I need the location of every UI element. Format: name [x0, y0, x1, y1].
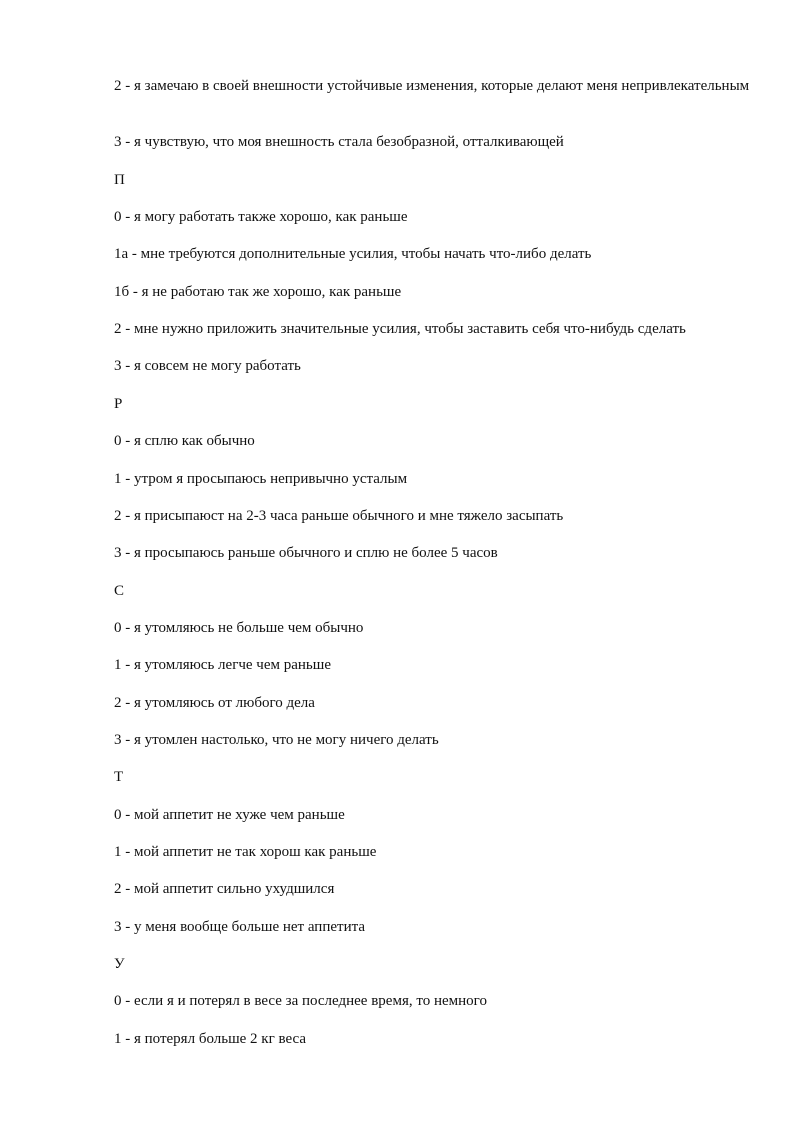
- section-heading: У: [114, 956, 125, 972]
- answer-option: 2 - мой аппетит сильно ухудшился: [114, 881, 335, 897]
- answer-option: 1 - утром я просыпаюсь непривычно усталым: [114, 471, 408, 487]
- answer-option: 1 - я потерял больше 2 кг веса: [114, 1031, 307, 1047]
- answer-option: 1 - я утомляюсь легче чем раньше: [114, 657, 331, 673]
- answer-option: 0 - я утомляюсь не больше чем обычно: [114, 620, 364, 636]
- answer-option: 0 - я могу работать также хорошо, как раньше: [114, 209, 408, 225]
- answer-option: 1а - мне требуются дополнительные усилия, чтобы начать что-либо делать: [114, 246, 592, 262]
- answer-option: 1 - мой аппетит не так хорош как раньше: [114, 844, 377, 860]
- answer-option: 3 - я совсем не могу работать: [114, 358, 301, 374]
- section-heading: С: [114, 583, 125, 599]
- answer-option: 2 - я присыпаюст на 2-3 часа раньше обычного и мне тяжело засыпать: [114, 508, 564, 524]
- answer-option: 2 - мне нужно приложить значительные усилия, чтобы заставить себя что-нибудь сделать: [114, 321, 686, 337]
- answer-option: 2 - я утомляюсь от любого дела: [114, 695, 315, 711]
- section-heading: П: [114, 172, 125, 188]
- answer-option: 0 - мой аппетит не хуже чем раньше: [114, 807, 345, 823]
- answer-option: 0 - я сплю как обычно: [114, 433, 255, 449]
- answer-option: 1б - я не работаю так же хорошо, как раньше: [114, 284, 402, 300]
- answer-option: 2 - я замечаю в своей внешности устойчивые изменения, которые делают меня непривлекательным: [114, 78, 750, 94]
- answer-option: 0 - если я и потерял в весе за последнее время, то немного: [114, 993, 487, 1009]
- section-heading: Т: [114, 769, 124, 785]
- answer-option: 3 - я утомлен настолько, что не могу ничего делать: [114, 732, 439, 748]
- answer-option: 3 - я чувствую, что моя внешность стала безобразной, отталкивающей: [114, 134, 564, 150]
- answer-option: 3 - у меня вообще больше нет аппетита: [114, 919, 366, 935]
- section-heading: Р: [114, 396, 123, 412]
- answer-option: 3 - я просыпаюсь раньше обычного и сплю не более 5 часов: [114, 545, 498, 561]
